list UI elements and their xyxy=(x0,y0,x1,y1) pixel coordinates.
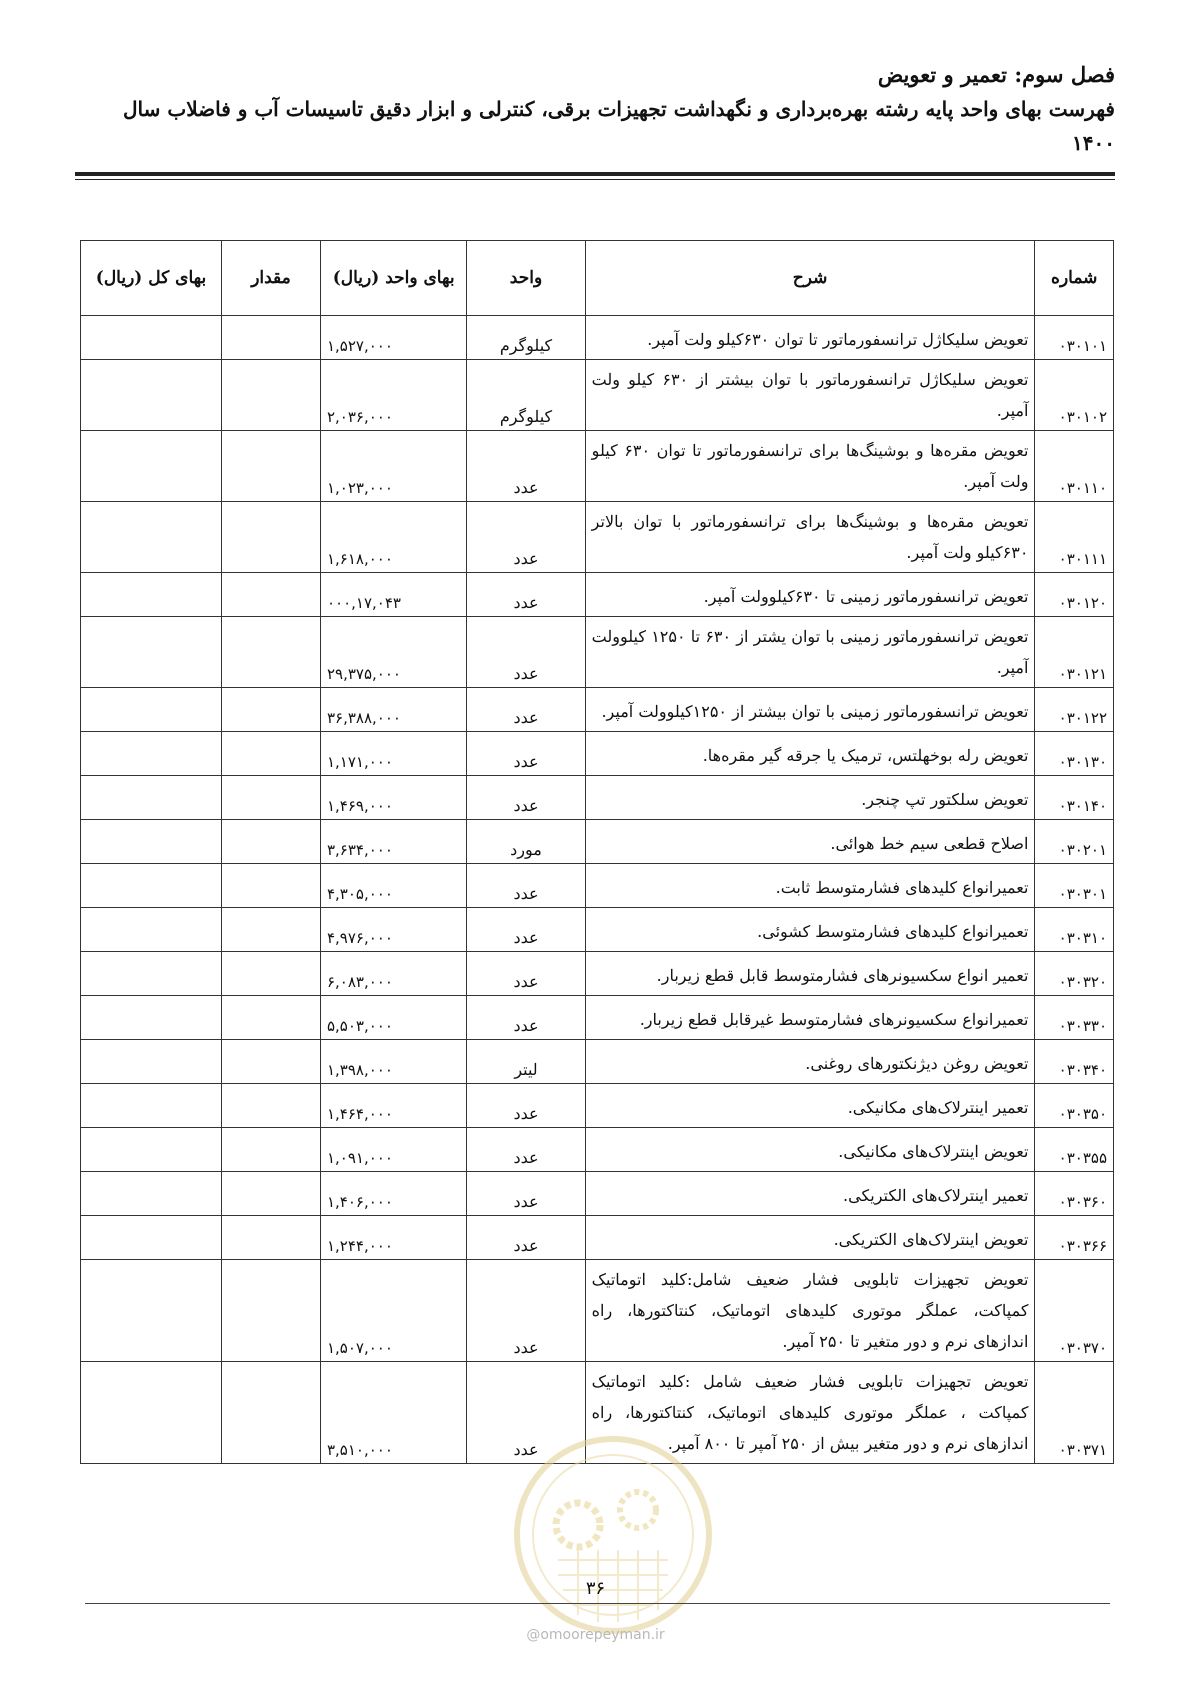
item-total-price xyxy=(81,1172,222,1216)
item-quantity xyxy=(222,360,321,431)
item-quantity xyxy=(222,1260,321,1362)
table-row xyxy=(81,1172,1114,1216)
item-unit-price: ۱,۲۴۴,۰۰۰ xyxy=(320,1216,466,1260)
item-code: ۰۳۰۱۳۰ xyxy=(1035,732,1114,776)
item-description: تعویض اینترلاک‌های الکتریکی. xyxy=(585,1216,1035,1260)
item-code: ۰۳۰۱۲۰ xyxy=(1035,573,1114,617)
item-description: تعویض تجهیزات تابلویی فشار ضعیف شامل:کلید اتوماتیک کمپاکت، عملگر موتوری کلیدهای اتوماتیک، کنتاکتورها، راه اندازهای نرم و دور متغیر تا ۲۵۰ آمپر. xyxy=(585,1260,1035,1362)
item-code: ۰۳۰۳۷۱ xyxy=(1035,1362,1114,1464)
item-unit-price: ۲,۰۳۶,۰۰۰ xyxy=(320,360,466,431)
item-unit: عدد xyxy=(467,952,585,996)
table-row xyxy=(81,316,1114,360)
item-code: ۰۳۰۳۱۰ xyxy=(1035,908,1114,952)
item-unit: مورد xyxy=(467,820,585,864)
item-code: ۰۳۰۳۳۰ xyxy=(1035,996,1114,1040)
item-total-price xyxy=(81,360,222,431)
item-unit-price: ۱,۶۱۸,۰۰۰ xyxy=(320,502,466,573)
item-unit: عدد xyxy=(467,573,585,617)
item-description: تعمیرانواع کلیدهای فشارمتوسط کشوئی. xyxy=(585,908,1035,952)
item-total-price xyxy=(81,1260,222,1362)
item-quantity xyxy=(222,1084,321,1128)
item-total-price xyxy=(81,952,222,996)
header-description: شرح xyxy=(585,241,1035,316)
item-total-price xyxy=(81,1362,222,1464)
item-description: تعویض ترانسفورماتور زمینی تا ۶۳۰کیلوولت آمپر. xyxy=(585,573,1035,617)
item-quantity xyxy=(222,776,321,820)
item-unit-price: ۵,۵۰۳,۰۰۰ xyxy=(320,996,466,1040)
item-unit: عدد xyxy=(467,1128,585,1172)
table-row xyxy=(81,908,1114,952)
table-row xyxy=(81,820,1114,864)
item-unit-price: ۲۹,۳۷۵,۰۰۰ xyxy=(320,617,466,688)
item-description: تعویض سلکتور تپ چنجر. xyxy=(585,776,1035,820)
item-description: تعمیر اینترلاک‌های مکانیکی. xyxy=(585,1084,1035,1128)
table-row xyxy=(81,864,1114,908)
item-total-price xyxy=(81,573,222,617)
item-unit: عدد xyxy=(467,1260,585,1362)
table-body xyxy=(81,316,1114,1464)
item-code: ۰۳۰۳۶۶ xyxy=(1035,1216,1114,1260)
table-row xyxy=(81,776,1114,820)
item-code: ۰۳۰۳۲۰ xyxy=(1035,952,1114,996)
item-total-price xyxy=(81,1084,222,1128)
item-unit-price: ۳۶,۳۸۸,۰۰۰ xyxy=(320,688,466,732)
item-quantity xyxy=(222,908,321,952)
item-unit-price: ۰۰۰,۱۷,۰۴۳ xyxy=(320,573,466,617)
table-row xyxy=(81,502,1114,573)
table-row xyxy=(81,996,1114,1040)
header-total-price: بهای کل (ریال) xyxy=(81,241,222,316)
item-code: ۰۳۰۳۰۱ xyxy=(1035,864,1114,908)
website-watermark: @omoorepeyman.ir xyxy=(526,1627,665,1643)
item-code: ۰۳۰۱۱۱ xyxy=(1035,502,1114,573)
item-unit-price: ۶,۰۸۳,۰۰۰ xyxy=(320,952,466,996)
item-unit: عدد xyxy=(467,908,585,952)
item-code: ۰۳۰۱۲۲ xyxy=(1035,688,1114,732)
document-header xyxy=(75,58,1115,160)
item-total-price xyxy=(81,864,222,908)
table-row xyxy=(81,1260,1114,1362)
price-list-table xyxy=(80,240,1114,1464)
item-unit: عدد xyxy=(467,996,585,1040)
table-row xyxy=(81,1216,1114,1260)
item-quantity xyxy=(222,573,321,617)
item-code: ۰۳۰۳۴۰ xyxy=(1035,1040,1114,1084)
item-unit-price: ۳,۵۱۰,۰۰۰ xyxy=(320,1362,466,1464)
item-total-price xyxy=(81,1128,222,1172)
header-unit-price: بهای واحد (ریال) xyxy=(320,241,466,316)
item-unit: عدد xyxy=(467,502,585,573)
item-unit: لیتر xyxy=(467,1040,585,1084)
item-unit-price: ۱,۴۶۹,۰۰۰ xyxy=(320,776,466,820)
item-quantity xyxy=(222,732,321,776)
table-row xyxy=(81,1040,1114,1084)
table-row xyxy=(81,1128,1114,1172)
item-total-price xyxy=(81,688,222,732)
item-total-price xyxy=(81,617,222,688)
item-unit: عدد xyxy=(467,732,585,776)
item-unit: عدد xyxy=(467,431,585,502)
header-quantity: مقدار xyxy=(222,241,321,316)
item-description: تعویض مقره‌ها و بوشینگ‌ها برای ترانسفورماتور با توان بالاتر ۶۳۰کیلو ولت آمپر. xyxy=(585,502,1035,573)
item-code: ۰۳۰۲۰۱ xyxy=(1035,820,1114,864)
item-code: ۰۳۰۱۰۲ xyxy=(1035,360,1114,431)
item-description: تعمیر اینترلاک‌های الکتریکی. xyxy=(585,1172,1035,1216)
item-description: تعویض مقره‌ها و بوشینگ‌ها برای ترانسفورماتور تا توان ۶۳۰ کیلو ولت آمپر. xyxy=(585,431,1035,502)
item-quantity xyxy=(222,1216,321,1260)
item-unit-price: ۱,۱۷۱,۰۰۰ xyxy=(320,732,466,776)
item-code: ۰۳۰۳۷۰ xyxy=(1035,1260,1114,1362)
item-description: تعویض تجهیزات تابلویی فشار ضعیف شامل :کلید اتوماتیک کمپاکت ، عملگر موتوری کلیدهای اتوماتیک، کنتاکتورها، راه اندازهای نرم و دور متغیر بیش از ۲۵۰ آمپر تا ۸۰۰ آمپر. xyxy=(585,1362,1035,1464)
item-unit: عدد xyxy=(467,688,585,732)
item-quantity xyxy=(222,688,321,732)
item-description: اصلاح قطعی سیم خط هوائی. xyxy=(585,820,1035,864)
item-unit: عدد xyxy=(467,617,585,688)
item-code: ۰۳۰۳۶۰ xyxy=(1035,1172,1114,1216)
item-unit: عدد xyxy=(467,864,585,908)
item-total-price xyxy=(81,820,222,864)
table-row xyxy=(81,688,1114,732)
item-code: ۰۳۰۳۵۵ xyxy=(1035,1128,1114,1172)
item-unit-price: ۴,۹۷۶,۰۰۰ xyxy=(320,908,466,952)
table-row xyxy=(81,1362,1114,1464)
table-header-row xyxy=(81,241,1114,316)
chapter-title: فصل سوم: تعمیر و تعویض xyxy=(877,62,1115,87)
table-row xyxy=(81,360,1114,431)
page-number: ۳۶ xyxy=(585,1578,606,1599)
footer-rule xyxy=(85,1603,1110,1604)
item-description: تعویض ترانسفورماتور زمینی با توان بیشتر از ۱۲۵۰کیلوولت آمپر. xyxy=(585,688,1035,732)
item-quantity xyxy=(222,502,321,573)
header-unit: واحد xyxy=(467,241,585,316)
item-code: ۰۳۰۳۵۰ xyxy=(1035,1084,1114,1128)
item-quantity xyxy=(222,1362,321,1464)
item-unit-price: ۱,۴۶۴,۰۰۰ xyxy=(320,1084,466,1128)
table-row xyxy=(81,952,1114,996)
header-code: شماره xyxy=(1035,241,1114,316)
item-total-price xyxy=(81,776,222,820)
item-total-price xyxy=(81,996,222,1040)
item-quantity xyxy=(222,864,321,908)
item-quantity xyxy=(222,952,321,996)
table-row xyxy=(81,732,1114,776)
item-description: تعویض رله بوخهلتس، ترمیک یا جرقه گیر مقره‌ها. xyxy=(585,732,1035,776)
item-unit-price: ۳,۶۳۴,۰۰۰ xyxy=(320,820,466,864)
item-code: ۰۳۰۱۰۱ xyxy=(1035,316,1114,360)
table-row xyxy=(81,431,1114,502)
item-unit-price: ۱,۰۹۱,۰۰۰ xyxy=(320,1128,466,1172)
item-unit-price: ۱,۴۰۶,۰۰۰ xyxy=(320,1172,466,1216)
item-description: تعویض اینترلاک‌های مکانیکی. xyxy=(585,1128,1035,1172)
table-row xyxy=(81,1084,1114,1128)
item-code: ۰۳۰۱۲۱ xyxy=(1035,617,1114,688)
item-description: تعویض سلیکاژل ترانسفورماتور تا توان ۶۳۰کیلو ولت آمپر. xyxy=(585,316,1035,360)
item-description: تعویض روغن دیژنکتورهای روغنی. xyxy=(585,1040,1035,1084)
item-unit: عدد xyxy=(467,1172,585,1216)
item-unit-price: ۱,۳۹۸,۰۰۰ xyxy=(320,1040,466,1084)
item-quantity xyxy=(222,431,321,502)
header-rule xyxy=(75,172,1115,180)
item-unit: عدد xyxy=(467,1362,585,1464)
table-row xyxy=(81,617,1114,688)
item-quantity xyxy=(222,996,321,1040)
item-total-price xyxy=(81,908,222,952)
item-quantity xyxy=(222,617,321,688)
item-unit-price: ۱,۵۲۷,۰۰۰ xyxy=(320,316,466,360)
item-total-price xyxy=(81,431,222,502)
item-code: ۰۳۰۱۴۰ xyxy=(1035,776,1114,820)
item-quantity xyxy=(222,1128,321,1172)
item-description: تعویض ترانسفورماتور زمینی با توان یشتر از ۶۳۰ تا ۱۲۵۰ کیلوولت آمپر. xyxy=(585,617,1035,688)
item-unit: کیلوگرم xyxy=(467,316,585,360)
item-quantity xyxy=(222,316,321,360)
document-title: فهرست بهای واحد پایه رشته بهره‌برداری و نگهداشت تجهیزات برقی، کنترلی و ابزار دقیق تاسیسات آب و فاضلاب سال ۱۴۰۰ xyxy=(123,97,1115,155)
item-description: تعمیرانواع سکسیونرهای فشارمتوسط غیرقابل قطع زیربار. xyxy=(585,996,1035,1040)
item-quantity xyxy=(222,1040,321,1084)
item-unit-price: ۴,۳۰۵,۰۰۰ xyxy=(320,864,466,908)
item-quantity xyxy=(222,1172,321,1216)
item-description: تعمیر انواع سکسیونرهای فشارمتوسط قابل قطع زیربار. xyxy=(585,952,1035,996)
item-unit: عدد xyxy=(467,776,585,820)
item-description: تعمیرانواع کلیدهای فشارمتوسط ثابت. xyxy=(585,864,1035,908)
table-row xyxy=(81,573,1114,617)
item-total-price xyxy=(81,1040,222,1084)
item-unit-price: ۱,۰۲۳,۰۰۰ xyxy=(320,431,466,502)
item-total-price xyxy=(81,732,222,776)
item-quantity xyxy=(222,820,321,864)
item-total-price xyxy=(81,1216,222,1260)
item-total-price xyxy=(81,316,222,360)
item-unit: عدد xyxy=(467,1084,585,1128)
item-description: تعویض سلیکاژل ترانسفورماتور با توان بیشتر از ۶۳۰ کیلو ولت آمپر. xyxy=(585,360,1035,431)
item-total-price xyxy=(81,502,222,573)
item-unit: کیلوگرم xyxy=(467,360,585,431)
item-code: ۰۳۰۱۱۰ xyxy=(1035,431,1114,502)
item-unit-price: ۱,۵۰۷,۰۰۰ xyxy=(320,1260,466,1362)
item-unit: عدد xyxy=(467,1216,585,1260)
